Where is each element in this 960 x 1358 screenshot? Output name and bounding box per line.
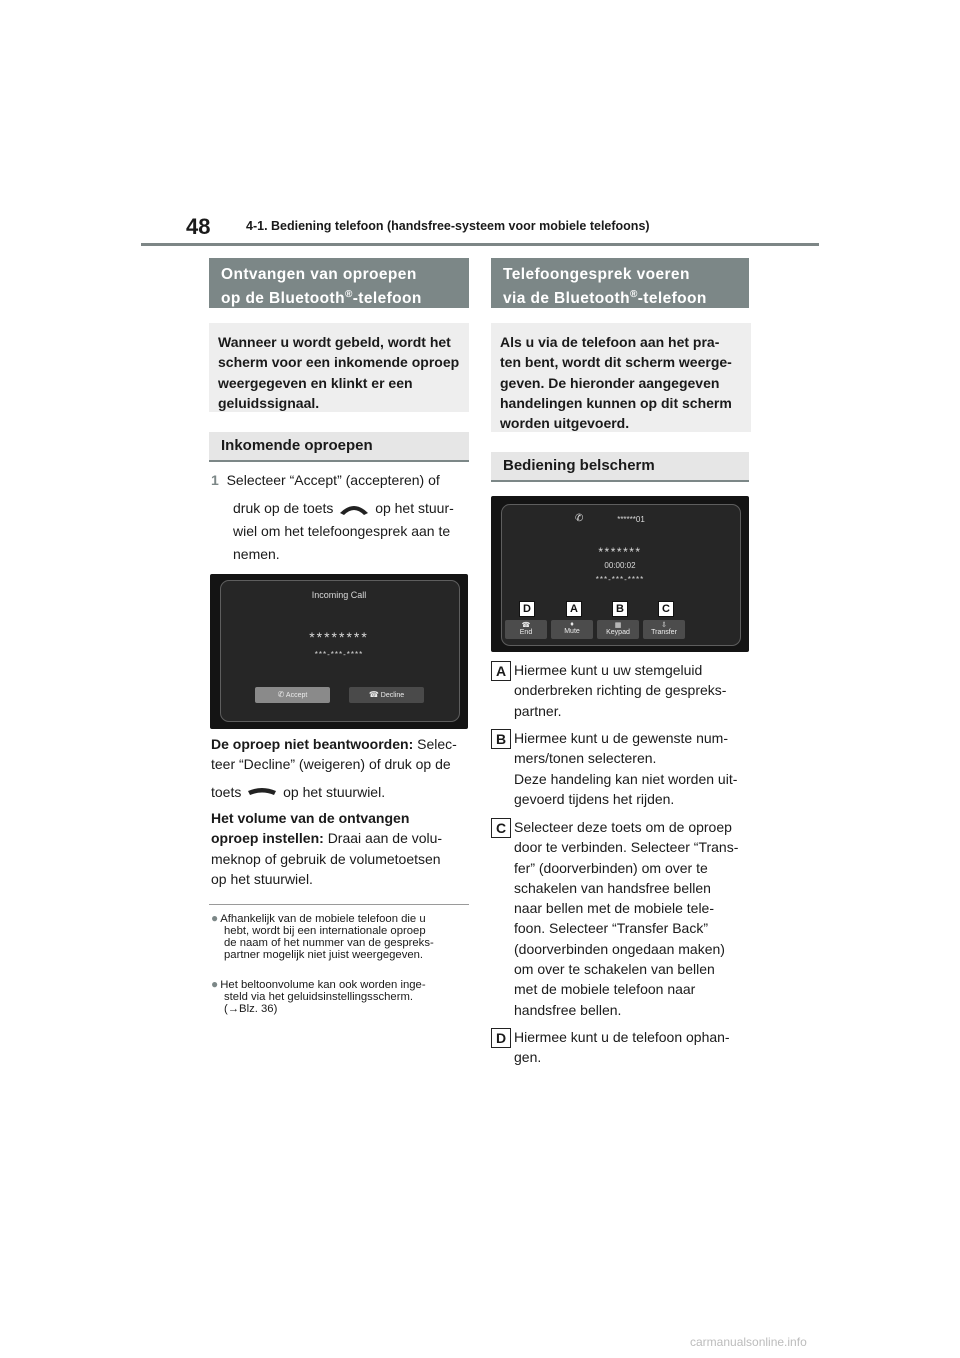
step-number: 1 <box>211 472 219 488</box>
watermark: carmanualsonline.info <box>690 1335 807 1349</box>
item-label-b: B <box>491 729 511 749</box>
item-label-d: D <box>491 1028 511 1048</box>
phone-hangup-icon: ☎ <box>521 622 531 629</box>
accept-label: Accept <box>285 692 308 699</box>
note1-l2: hebt, wordt bij een internationale oproep <box>224 925 426 937</box>
item-b-line: Deze handeling kan niet worden uit- <box>514 770 738 787</box>
decline-bold: De oproep niet beantwoorden: <box>211 736 414 752</box>
step-text-b-pre: druk op de toets <box>233 500 334 516</box>
caller-name: ******** <box>309 629 369 645</box>
section-title-line1: Ontvangen van oproepen <box>221 266 417 283</box>
call-timer: 00:00:02 <box>604 561 636 570</box>
end-button[interactable] <box>505 620 547 639</box>
intro-line-1: Als u via de telefoon aan het pra- <box>500 334 720 350</box>
transfer-label: Transfer <box>651 629 677 636</box>
mute-button[interactable] <box>551 620 593 639</box>
decline-c-post: op het stuurwiel. <box>283 783 386 800</box>
item-c-line: Selecteer deze toets om de oproep <box>514 819 732 835</box>
header-rule <box>141 243 819 246</box>
section-title-line1: Telefoongesprek voeren <box>503 266 690 283</box>
volume-a: Draai aan de volu- <box>327 830 443 847</box>
section-title-suffix: -telefoon <box>352 290 422 308</box>
step-text-b-post: op het stuur- <box>375 500 454 516</box>
decline-paragraph <box>211 734 471 802</box>
section-title-line2: op de Bluetooth <box>221 290 345 308</box>
item-c-line: met de mobiele telefoon naar <box>514 981 696 998</box>
decline-b: teer “Decline” (weigeren) of druk op de <box>211 756 451 773</box>
phone-hangup-icon <box>245 786 279 800</box>
note2-l1: Het beltoonvolume kan ook worden inge- <box>220 979 426 991</box>
phone-icon: ✆ <box>575 513 584 524</box>
section-title-receiving <box>209 258 469 308</box>
phone-pickup-icon: ✆ <box>277 690 285 699</box>
accept-button[interactable] <box>255 687 330 703</box>
callout-c: C <box>658 601 674 617</box>
item-c-line: fer” (doorverbinden) om over te <box>514 859 708 876</box>
step-text-c: wiel om het telefoongesprek aan te <box>233 523 451 539</box>
bullet-icon: ● <box>211 911 219 925</box>
volume-paragraph <box>211 808 471 889</box>
volume-bold-2: oproep instellen: <box>211 830 324 847</box>
item-b-line: gevoerd tijdens het rijden. <box>514 790 675 807</box>
chapter-title: 4-1. Bediening telefoon (handsfree-systeem voor mobiele telefoons) <box>246 219 650 233</box>
item-a-line: partner. <box>514 702 562 719</box>
volume-c: op het stuurwiel. <box>211 870 313 887</box>
step-text-a: Selecteer “Accept” (accepteren) of <box>226 472 440 488</box>
call-screen <box>491 496 749 652</box>
mute-label: Mute <box>564 628 580 635</box>
item-d-line: Hiermee kunt u de telefoon ophan- <box>514 1029 730 1045</box>
item-b-description <box>514 728 754 809</box>
item-d-line: gen. <box>514 1049 542 1066</box>
transfer-icon: ⇩ <box>661 622 667 629</box>
incoming-call-screen <box>210 574 468 729</box>
note-2 <box>211 978 473 1015</box>
intro-line-3: geven. De hieronder aangegeven <box>500 374 720 391</box>
item-c-line: om over te schakelen van bellen <box>514 961 715 978</box>
item-c-line: door te verbinden. Selecteer “Trans- <box>514 839 739 856</box>
section-title-calling <box>491 258 749 308</box>
volume-b: meknop of gebruik de volumetoetsen <box>211 850 441 867</box>
callout-d: D <box>519 601 535 617</box>
keypad-button[interactable] <box>597 620 639 639</box>
item-c-line: schakelen van handsfree bellen <box>514 879 711 896</box>
end-label: End <box>519 629 533 636</box>
intro-receiving: Wanneer u wordt gebeld, wordt het scherm voor een inkomende oproep weergegeven en klinkt er een geluidssignaal. <box>209 323 469 412</box>
intro-calling <box>491 323 751 432</box>
callout-b: B <box>612 601 628 617</box>
phone-pickup-icon <box>337 502 371 516</box>
item-c-line: handsfree bellen. <box>514 1001 622 1018</box>
decline-a: Selec- <box>417 736 457 752</box>
item-c-line: (doorverbinden ongedaan maken) <box>514 940 725 957</box>
note1-l4: partner mogelijk niet juist weergegeven. <box>224 949 424 961</box>
screen-title: Incoming Call <box>311 590 367 600</box>
intro-line-2: ten bent, wordt dit scherm weerge- <box>500 354 732 371</box>
keypad-label: Keypad <box>606 629 630 636</box>
intro-line-5: worden uitgevoerd. <box>500 415 630 432</box>
item-a-description <box>514 660 754 721</box>
registered-mark: ® <box>629 289 638 300</box>
item-b-line: Hiermee kunt u de gewenste num- <box>514 730 728 746</box>
item-a-line: Hiermee kunt u uw stemgeluid <box>514 662 703 678</box>
bullet-icon: ● <box>211 977 219 991</box>
item-label-a: A <box>491 661 511 681</box>
transfer-button[interactable] <box>643 620 685 639</box>
caller-number: ***-***-**** <box>595 575 645 584</box>
phone-hangup-icon: ☎ <box>368 690 379 699</box>
step-text-d: nemen. <box>233 546 280 562</box>
section-title-suffix: -telefoon <box>637 290 707 308</box>
subsection-incoming-calls: Inkomende oproepen <box>209 432 469 462</box>
mute-microphone-icon: ♦ <box>570 621 574 628</box>
volume-bold-1: Het volume van de ontvangen <box>211 810 410 826</box>
item-d-description <box>514 1027 754 1068</box>
keypad-grid-icon: ▦ <box>614 622 622 629</box>
top-number: ******01 <box>617 515 645 524</box>
item-a-line: onderbreken richting de gespreks- <box>514 682 727 699</box>
caller-name: ******* <box>598 545 642 559</box>
section-title-line2: via de Bluetooth <box>503 290 630 308</box>
registered-mark: ® <box>344 289 353 300</box>
item-b-line: mers/tonen selecteren. <box>514 750 657 767</box>
note-1 <box>211 912 473 961</box>
item-c-description <box>514 817 754 1020</box>
note2-l3[interactable]: (→Blz. 36) <box>224 1003 278 1015</box>
note2-l2: steld via het geluidsinstellingsscherm. <box>224 991 414 1003</box>
decline-button[interactable] <box>349 687 424 703</box>
decline-label: Decline <box>380 692 405 699</box>
subsection-call-screen: Bediening belscherm <box>491 452 749 482</box>
note1-l1: Afhankelijk van de mobiele telefoon die u <box>220 913 426 925</box>
page-number: 48 <box>186 214 211 239</box>
item-c-line: foon. Selecteer “Transfer Back” <box>514 920 709 937</box>
item-label-c: C <box>491 818 511 838</box>
note-divider <box>209 904 469 905</box>
note1-l3: de naam of het nummer van de gespreks- <box>224 937 434 949</box>
decline-c-pre: toets <box>211 783 242 800</box>
caller-number: ***-***-**** <box>314 650 364 659</box>
intro-line-4: handelingen kunnen op dit scherm <box>500 394 732 411</box>
item-c-line: naar bellen met de mobiele tele- <box>514 900 715 917</box>
callout-a: A <box>566 601 582 617</box>
step-1 <box>211 468 471 566</box>
